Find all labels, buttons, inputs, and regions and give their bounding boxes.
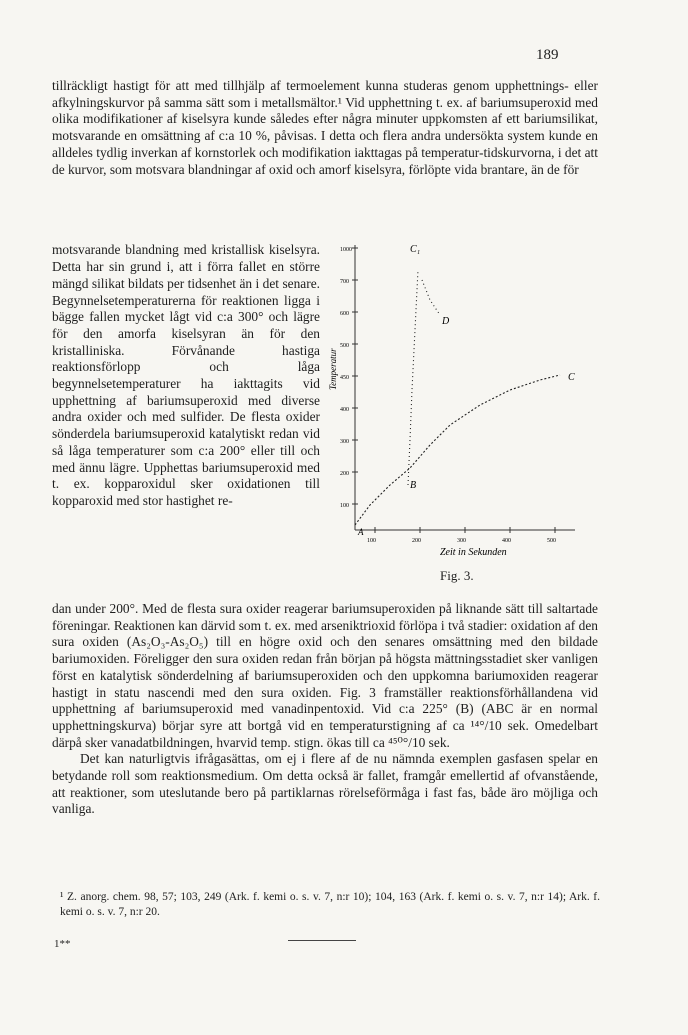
curve-d <box>422 280 440 315</box>
x-tick-label: 100 <box>367 538 376 544</box>
figure-chart <box>328 240 588 558</box>
curve-bc1 <box>408 270 418 485</box>
x-tick-label: 200 <box>412 538 421 544</box>
figure-caption: Fig. 3. <box>440 568 474 583</box>
y-tick-label: 700 <box>340 279 349 285</box>
y-tick-label: 400 <box>340 407 349 413</box>
y-tick-label: 450 <box>340 375 349 381</box>
y-tick-label: 100 <box>340 503 349 509</box>
x-tick-label: 500 <box>547 538 556 544</box>
curve-abc <box>355 375 560 525</box>
figure-3 <box>328 240 588 558</box>
paragraph-bottom <box>52 601 598 818</box>
x-tick-label: 400 <box>502 538 511 544</box>
footnote-divider <box>288 940 356 941</box>
signature-mark: 1** <box>54 938 71 950</box>
paragraph-text: tillräckligt hastigt för att med tillhjälp af termoelement kunna studeras genom upphettnings- eller afkylningskurvor på samma sätt som i metallsmältor.¹ Vid upphettning t. ex. af bariumsuperoxid med olika modifikationer af kiselsyra kunde således efter några minuter uppkomsten af ett bariumsilikat, motsvarande en omsättning af c:a 10 %, påvisas. I detta och flera andra undersökta system kunde en alldeles tydlig inverkan af kornstorlek och modifikation iakttagas på temperatur-tidskurvorna, i det att de kurvor, som motsvara blandningar af oxid och amorf kiselsyra, förlöpte vida brantare, än de för <box>52 78 598 177</box>
y-tick-label: 1000 <box>340 247 352 253</box>
footnote: ¹ Z. anorg. chem. 98, 57; 103, 249 (Ark. f. kemi o. s. v. 7, n:r 10); 104, 163 (Ark. f. kemi o. s. v. 7, n:r 14); Ark. f. kemi o. s. v. 7, n:r 20. <box>60 891 600 918</box>
x-axis-label: Zeit in Sekunden <box>440 547 507 558</box>
curve-label-d: D <box>442 316 450 327</box>
y-tick-label: 200 <box>340 471 349 477</box>
x-tick-label: 300 <box>457 538 466 544</box>
curve-label-c1: C₁ <box>410 244 421 255</box>
paragraph-left-text: motsvarande blandning med kristallisk kiselsyra. Detta har sin grund i, att i förra fallet en större mängd silikat bildats per tidsenhet än i det senare. Begynnelsetemperaturerna för reaktionen ligga i bägge fallen mycket lågt vid c:a 300° och lägre för den amorfa kiselsyran än för den kristalliniska. Förvånande hastiga reaktionsförlopp och låga begynnelsetemperaturer ha iakttagits vid upphettning af bariumsuperoxid med diverse andra oxider och med sulfider. De flesta oxider sönderdela bariumsuperoxid katalytiskt redan vid så låga temperaturer som c:a 200° eller till och med ännu lägre. Upphettas bariumsuperoxid med t. ex. kopparoxidul sker oxidationen till kopparoxid med stor hastighet re- <box>52 242 320 508</box>
y-tick-label: 600 <box>340 311 349 317</box>
y-tick-label: 500 <box>340 343 349 349</box>
paragraph-left-column <box>52 229 320 523</box>
curve-label-c: C <box>568 372 575 383</box>
page-number: 189 <box>536 47 559 63</box>
y-tick-label: 300 <box>340 439 349 445</box>
y-axis-label: Temperatur <box>328 348 338 390</box>
curve-label-b: B <box>410 480 417 491</box>
paragraph-top <box>52 78 598 178</box>
curve-label-a: A <box>358 527 364 537</box>
paragraph-2: Det kan naturligtvis ifrågasättas, om ej i flere af de nu nämnda exemplen gasfasen spelar en betydande roll som reaktionsmedium. Om detta också är fallet, framgår emellertid af ofvanstående, att reaktioner, som uteslutande bero på partiklarnas rörelseförmåga i fast fas, både äro möjliga och vanliga. <box>52 751 598 817</box>
paragraph-continuation: dan under 200°. Med de flesta sura oxider reagerar bariumsuperoxiden på liknande sätt till saltartade föreningar. Reaktionen kan därvid som t. ex. med arseniktrioxid förlöpa i två stadier: oxidation af den sura oxiden (As₂O₃-As₂O₅) till en högre oxid och den senares omsättning med den bildade bariumoxiden. Föreligger den sura oxiden redan från början på högsta mättningsstadiet sker vanligen först en katalytisk sönderdelning af bariumsuperoxiden och den uppkomna bariumoxiden reagerar hastigt in statu nascendi med den sura oxiden. Fig. 3 framställer reaktionsförhållandena vid upphettning af bariumsuperoxid med vanadinpentoxid. Vid c:a 225° (B) (ABC är en normal upphettningskurva) börjar syre att bortgå vid en temperaturstigning af ca ¹⁴°/10 sek. Omedelbart därpå sker vanadatbildningen, hvarvid temp. stign. ökas till ca ⁴⁵⁰°/10 sek. <box>52 601 598 750</box>
